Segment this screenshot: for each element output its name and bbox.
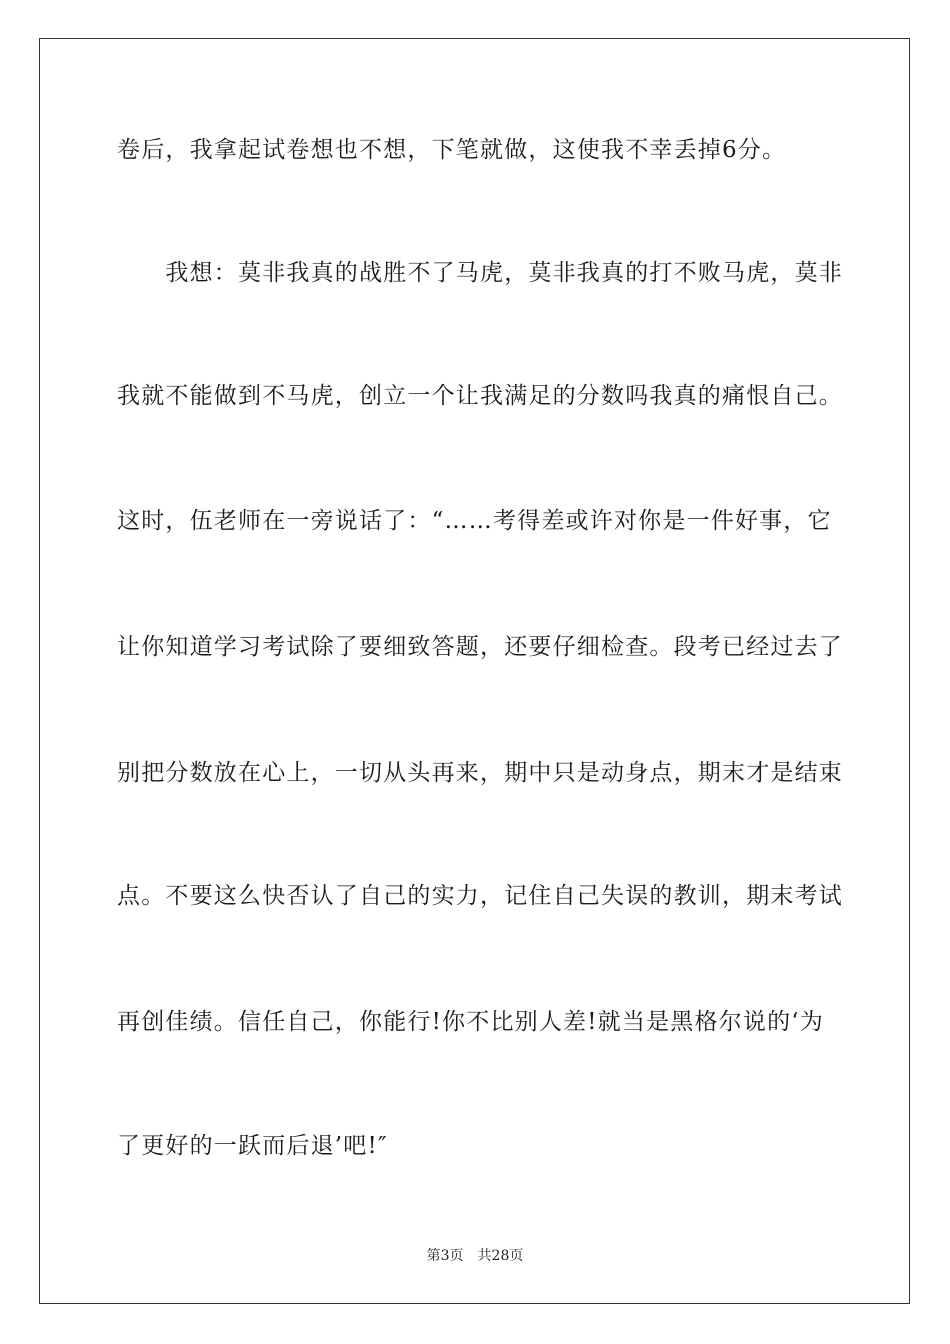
body-text-line-8: 再创佳绩。信任自己，你能行!你不比别人差!就当是黑格尔说的‘为 [117, 1009, 824, 1035]
page-total: 共28页 [477, 1248, 524, 1264]
page-footer [0, 1245, 950, 1265]
body-text-line-7: 点。不要这么快否认了自己的实力，记住自己失误的教训，期末考试 [117, 883, 843, 909]
body-text-line-9: 了更好的一跃而后退’吧!″ [117, 1133, 388, 1159]
page-number: 第3页 [426, 1248, 464, 1264]
body-text-line-6: 别把分数放在心上，一切从头再来，期中只是动身点，期末才是结束 [117, 760, 843, 786]
body-text-line-2: 我想：莫非我真的战胜不了马虎，莫非我真的打不败马虎，莫非 [117, 260, 843, 286]
body-text-line-3: 我就不能做到不马虎，创立一个让我满足的分数吗我真的痛恨自己。 [117, 383, 843, 409]
body-text-line-4: 这时，伍老师在一旁说话了：“……考得差或许对你是一件好事，它 [117, 508, 832, 534]
page-border [39, 38, 910, 1304]
body-text-line-1: 卷后，我拿起试卷想也不想，下笔就做，这使我不幸丢掉6分。 [117, 137, 787, 163]
body-text-line-5: 让你知道学习考试除了要细致答题，还要仔细检查。段考已经过去了 [117, 634, 843, 660]
